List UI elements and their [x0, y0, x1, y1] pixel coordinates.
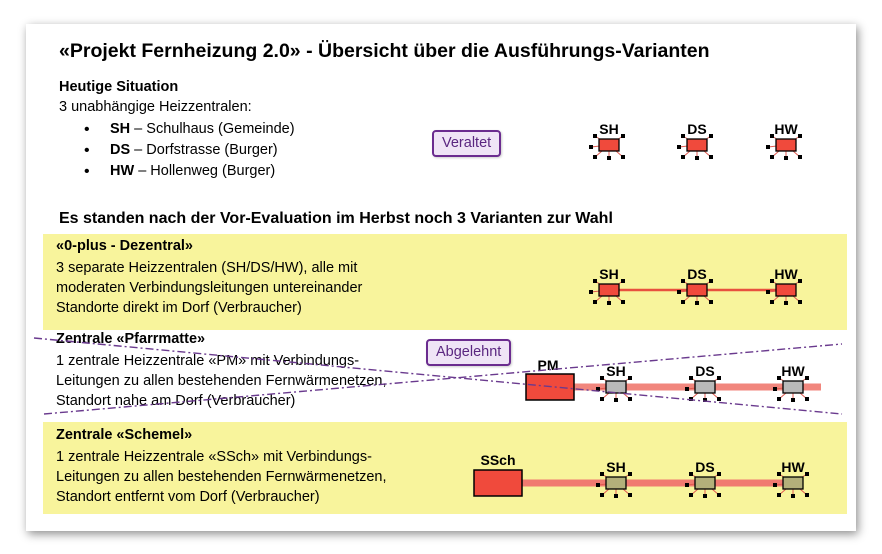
consumer-dot	[777, 493, 781, 497]
station-sh-node	[606, 381, 626, 393]
consumer-dot	[717, 397, 721, 401]
station-sh-label: SH	[599, 121, 619, 137]
consumer-dot	[685, 387, 689, 391]
station-ds-label: DS	[687, 121, 707, 137]
consumer-dot	[600, 472, 604, 476]
central-ssch-node	[474, 470, 522, 496]
station-sh-label: SH	[606, 459, 626, 475]
variant-line: Standorte direkt im Dorf (Verbraucher)	[56, 300, 302, 316]
consumer-dot	[770, 155, 774, 159]
consumer-dot	[677, 145, 681, 149]
slide	[26, 24, 856, 531]
consumer-dot	[709, 300, 713, 304]
consumer-dot	[798, 300, 802, 304]
consumer-dot	[628, 397, 632, 401]
station-sh-node	[606, 477, 626, 489]
list-item: • DS – Dorfstrasse (Burger)	[84, 140, 295, 161]
badge-abgelehnt: Abgelehnt	[426, 339, 511, 366]
consumer-dot	[689, 472, 693, 476]
station-ds-node	[687, 284, 707, 296]
list-item: • SH – Schulhaus (Gemeinde)	[84, 119, 295, 140]
consumer-dot	[593, 155, 597, 159]
consumer-dot	[681, 300, 685, 304]
consumer-dot	[703, 494, 707, 498]
consumer-dot	[695, 156, 699, 160]
consumer-dot	[689, 493, 693, 497]
consumer-dot	[709, 279, 713, 283]
consumer-dot	[773, 387, 777, 391]
variant-line: 1 zentrale Heizzentrale «SSch» mit Verbindungs-	[56, 449, 372, 465]
current-heading: Heutige Situation	[59, 79, 179, 95]
consumer-dot	[596, 483, 600, 487]
consumer-dot	[791, 398, 795, 402]
consumer-dot	[791, 494, 795, 498]
consumer-dot	[805, 376, 809, 380]
station-ds-node	[687, 139, 707, 151]
station-sh-node	[599, 284, 619, 296]
consumer-dot	[681, 279, 685, 283]
current-intro: 3 unabhängige Heizzentralen:	[59, 99, 252, 115]
station-hw-label: HW	[781, 363, 805, 379]
consumer-dot	[681, 134, 685, 138]
consumer-dot	[784, 301, 788, 305]
section-heading: Es standen nach der Vor-Evaluation im Herbst noch 3 Varianten zur Wahl	[59, 210, 613, 227]
consumer-dot	[784, 156, 788, 160]
consumer-dot	[681, 155, 685, 159]
consumer-dot	[614, 494, 618, 498]
consumer-dot	[717, 493, 721, 497]
consumer-dot	[805, 397, 809, 401]
consumer-dot	[628, 376, 632, 380]
consumer-dot	[717, 472, 721, 476]
station-hw-label: HW	[774, 266, 798, 282]
consumer-dot	[798, 279, 802, 283]
variant-line: Standort nahe am Dorf (Verbraucher)	[56, 393, 296, 409]
consumer-dot	[589, 145, 593, 149]
slide-title: «Projekt Fernheizung 2.0» - Übersicht über die Ausführungs-Varianten	[59, 40, 710, 62]
consumer-dot	[798, 155, 802, 159]
consumer-dot	[709, 155, 713, 159]
consumer-dot	[677, 290, 681, 294]
consumer-dot	[621, 155, 625, 159]
variant-title-dezentral: «0-plus - Dezentral»	[56, 238, 193, 254]
consumer-dot	[621, 134, 625, 138]
consumer-dot	[621, 300, 625, 304]
consumer-dot	[805, 493, 809, 497]
network-diagram	[26, 24, 856, 531]
station-hw-label: HW	[774, 121, 798, 137]
consumer-dot	[777, 397, 781, 401]
station-hw-node	[776, 139, 796, 151]
consumer-dot	[593, 279, 597, 283]
consumer-dot	[600, 397, 604, 401]
central-pm-label: PM	[537, 357, 559, 373]
variant-line: 3 separate Heizzentralen (SH/DS/HW), alle mit	[56, 260, 358, 276]
consumer-dot	[621, 279, 625, 283]
variant-line: moderaten Verbindungsleitungen untereinander	[56, 280, 363, 296]
consumer-dot	[717, 376, 721, 380]
station-hw-node	[783, 381, 803, 393]
consumer-dot	[770, 300, 774, 304]
consumer-dot	[614, 398, 618, 402]
station-ds-node	[695, 381, 715, 393]
station-hw-node	[783, 477, 803, 489]
strike-line	[44, 344, 842, 414]
consumer-dot	[766, 145, 770, 149]
consumer-dot	[805, 472, 809, 476]
variant-line: Standort entfernt vom Dorf (Verbraucher)	[56, 489, 320, 505]
consumer-dot	[589, 290, 593, 294]
consumer-dot	[685, 483, 689, 487]
station-hw-node	[776, 284, 796, 296]
central-ssch-label: SSch	[480, 452, 516, 468]
variant-line: Leitungen zu allen bestehenden Fernwärmenetzen,	[56, 373, 387, 389]
station-sh-node	[599, 139, 619, 151]
station-ds-label: DS	[687, 266, 707, 282]
consumer-dot	[689, 376, 693, 380]
consumer-dot	[766, 290, 770, 294]
variant-line: 1 zentrale Heizzentrale «PM» mit Verbindungs-	[56, 353, 360, 369]
station-ds-label: DS	[695, 363, 715, 379]
station-ds-label: DS	[695, 459, 715, 475]
consumer-dot	[607, 301, 611, 305]
consumer-dot	[628, 493, 632, 497]
consumer-dot	[600, 493, 604, 497]
station-ds-node	[695, 477, 715, 489]
consumer-dot	[607, 156, 611, 160]
consumer-dot	[695, 301, 699, 305]
consumer-dot	[593, 134, 597, 138]
consumer-dot	[798, 134, 802, 138]
badge-veraltet: Veraltet	[432, 130, 501, 157]
consumer-dot	[709, 134, 713, 138]
consumer-dot	[628, 472, 632, 476]
variant-title-schemel: Zentrale «Schemel»	[56, 427, 193, 443]
station-sh-label: SH	[606, 363, 626, 379]
variant-line: Leitungen zu allen bestehenden Fernwärmenetzen,	[56, 469, 387, 485]
station-sh-label: SH	[599, 266, 619, 282]
consumer-dot	[593, 300, 597, 304]
variant-title-pfarrmatte: Zentrale «Pfarrmatte»	[56, 331, 206, 347]
station-hw-label: HW	[781, 459, 805, 475]
list-item: • HW – Hollenweg (Burger)	[84, 161, 295, 182]
consumer-dot	[773, 483, 777, 487]
consumer-dot	[600, 376, 604, 380]
